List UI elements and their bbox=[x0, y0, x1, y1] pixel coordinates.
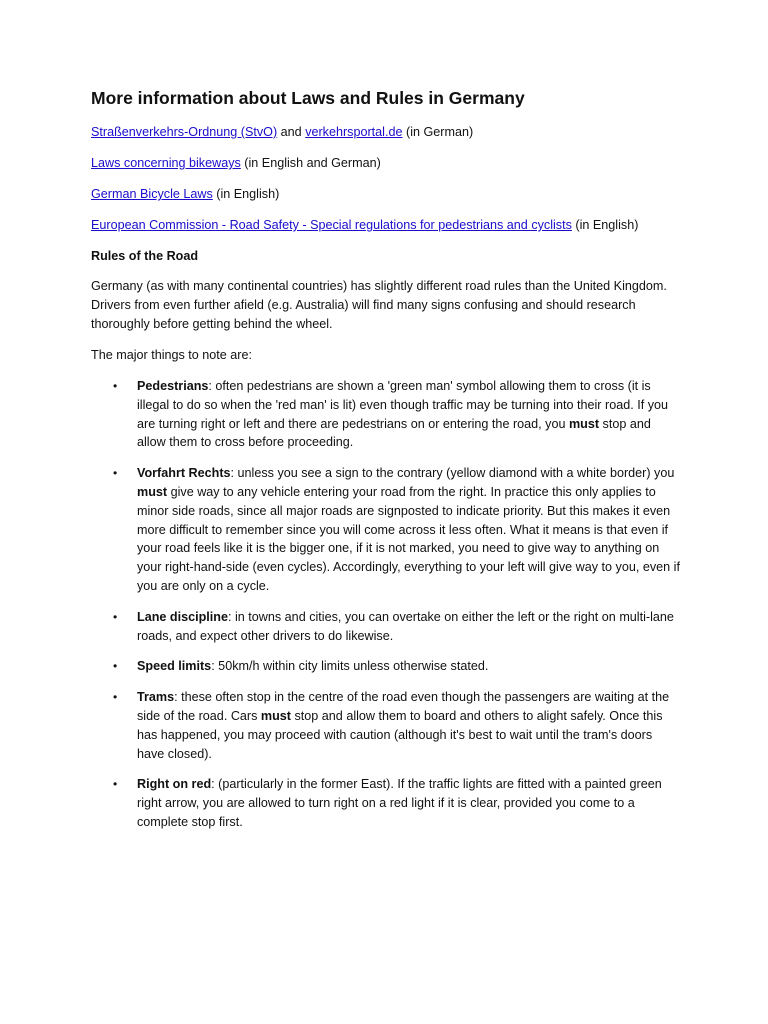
item-emphasis: must bbox=[260, 708, 291, 723]
page-title: More information about Laws and Rules in Germany bbox=[91, 88, 525, 108]
item-text: : these often stop in the centre of the road even though the passengers are waiting at the side of the road. Cars bbox=[137, 690, 670, 723]
item-term: Pedestrians bbox=[137, 379, 209, 393]
bullet-icon: • bbox=[113, 659, 118, 674]
language-note: (in English) bbox=[571, 218, 639, 232]
verkehrsportal-link[interactable]: verkehrsportal.de bbox=[305, 125, 403, 139]
bullet-icon: • bbox=[113, 466, 118, 481]
item-text: give way to any vehicle entering your road from the right. In practice this only applies to minor side roads, since all major roads are signposted to indicate priority. But this makes it even more difficult to remember since you will come across it less often. What it means is that even if your road feels like it is the bigger one, if it is not marked, you need to give way to anything on your right-hand-side (even cycles). Accordingly, everything to your left will give way to you, even if you are only on a cycle. bbox=[137, 484, 680, 593]
item-term: Right on red bbox=[137, 777, 212, 792]
bicycle-laws-link-line bbox=[91, 185, 681, 204]
item-term: Speed limits bbox=[137, 659, 212, 674]
list-item-lane-discipline bbox=[91, 608, 681, 646]
item-text: : in towns and cities, you can overtake on either the left or the right on multi-lane roads, and expect other drivers to do likewise. bbox=[137, 609, 674, 643]
item-term: Vorfahrt Rechts bbox=[137, 466, 231, 481]
item-text: : 50km/h within city limits unless otherwise stated. bbox=[211, 659, 489, 674]
list-item-right-on-red bbox=[91, 775, 681, 831]
item-term: Trams bbox=[137, 690, 175, 705]
bullet-icon: • bbox=[113, 777, 118, 792]
item-text: : often pedestrians are shown a 'green man' symbol allowing them to cross (it is illegal to do so when the 'red man' is lit) even though traffic may be turning into their road. If you are turning right or left and there are pedestrians on or entering the road, you bbox=[137, 379, 669, 431]
item-text: : unless you see a sign to the contrary (yellow diamond with a white border) you bbox=[230, 466, 675, 481]
language-note: (in English) bbox=[212, 187, 280, 201]
bullet-icon: • bbox=[113, 609, 118, 624]
bullet-icon: • bbox=[113, 690, 118, 705]
item-term: Lane discipline bbox=[137, 609, 228, 624]
language-note: (in English and German) bbox=[240, 156, 381, 170]
item-text: stop and allow them to cross before proceeding. bbox=[137, 416, 651, 450]
list-item-pedestrians bbox=[91, 377, 681, 452]
item-emphasis: must bbox=[568, 416, 600, 431]
list-item-vorfahrt-rechts bbox=[91, 464, 681, 596]
ec-link-line bbox=[91, 216, 681, 235]
bullet-icon: • bbox=[113, 379, 118, 393]
stvo-link-line bbox=[91, 123, 681, 142]
language-note: (in German) bbox=[402, 125, 474, 139]
item-emphasis: must bbox=[137, 484, 168, 499]
bicycle-laws-link[interactable]: German Bicycle Laws bbox=[91, 187, 213, 201]
bikeways-link[interactable]: Laws concerning bikeways bbox=[91, 156, 241, 170]
rules-heading: Rules of the Road bbox=[91, 249, 199, 263]
ec-road-safety-link[interactable]: European Commission - Road Safety - Special regulations for pedestrians and cyclists bbox=[91, 218, 572, 232]
bikeways-link-line bbox=[91, 154, 681, 173]
rules-list bbox=[91, 377, 681, 832]
item-text: stop and allow them to board and others to alight safely. Once this has happened, you may proceed with caution (although it's best to wait until the tram's doors have closed). bbox=[137, 708, 663, 761]
stvo-link[interactable]: Straßenverkehrs-Ordnung (StvO) bbox=[91, 125, 278, 139]
list-item-trams bbox=[91, 688, 681, 763]
document-page bbox=[91, 86, 681, 844]
list-item-speed-limits bbox=[91, 657, 681, 676]
intro-paragraph: Germany (as with many continental countries) has slightly different road rules than the United Kingdom. Drivers from even further afield (e.g. Australia) will find many signs confusing and should research thoroughly before getting behind the wheel. bbox=[91, 279, 667, 331]
major-things-text: The major things to note are: bbox=[91, 348, 253, 362]
and-text: and bbox=[277, 125, 306, 139]
item-text: : (particularly in the former East). If the traffic lights are fitted with a painted green right arrow, you are allowed to turn right on a red light if it is clear, provided you come to a complete stop first. bbox=[137, 777, 662, 829]
